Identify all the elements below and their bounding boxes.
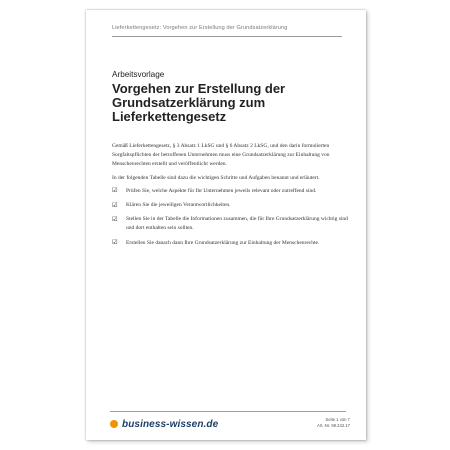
brand-dot-icon [110,420,118,428]
document-page [86,10,366,440]
checked-box-icon: ☑ [112,238,118,247]
checklist-item [112,201,348,210]
brand-logo [110,417,218,431]
document-kicker: Arbeitsvorlage [112,70,165,79]
intro-paragraph: Gemäß Lieferkettengesetz, § 3 Absatz 1 LkSG und § 6 Absatz 2 LkSG, und den darin formulierten Sorgfaltspflichten der betroffenen Unternehmen muss eine Grundsatzerklärung zur Einhaltung von Menschenrechten erstellt und veröffentlicht werden. [112,143,330,168]
document-title: Vorgehen zur Erstellung der Grundsatzerklärung zum Lieferkettengesetz [112,81,286,124]
page-number: Seite 1 von 7 [325,417,350,422]
running-header: Lieferkettengesetz: Vorgehen zur Erstellung der Grundsatzerklärung [112,25,288,31]
brand-name: business-wissen.de [122,418,219,430]
checklist-item [112,239,348,248]
footer-divider [110,411,346,412]
checklist-item [112,215,348,233]
document-body [112,142,348,253]
checked-box-icon: ☑ [112,186,118,195]
checklist-item-text: Erstellen Sie danach dann Ihre Grundsatzerklärung zur Einhaltung der Menschenrechte. [126,239,320,246]
checked-box-icon: ☑ [112,200,118,209]
header-divider [112,36,342,37]
checklist-item-text: Klären Sie die jeweiligen Verantwortlichkeiten. [126,202,231,209]
checklist-item [112,187,348,196]
lead-paragraph: In der folgenden Tabelle sind dazu die wichtigen Schritte und Aufgaben benannt und erläutert. [112,174,320,181]
checklist [112,187,348,248]
checklist-item-text: Prüfen Sie, welche Aspekte für Ihr Unternehmen jeweils relevant oder zutreffend sind. [126,187,317,194]
checklist-item-text: Stellen Sie in der Tabelle die Informationen zusammen, die für Ihre Grundsatzerklärung wichtig sind und dort enthalten sein sollten. [126,216,348,232]
article-number: Art.-Nr. 99.242.17 [316,423,350,428]
footer-meta [317,417,350,429]
checked-box-icon: ☑ [112,214,118,223]
